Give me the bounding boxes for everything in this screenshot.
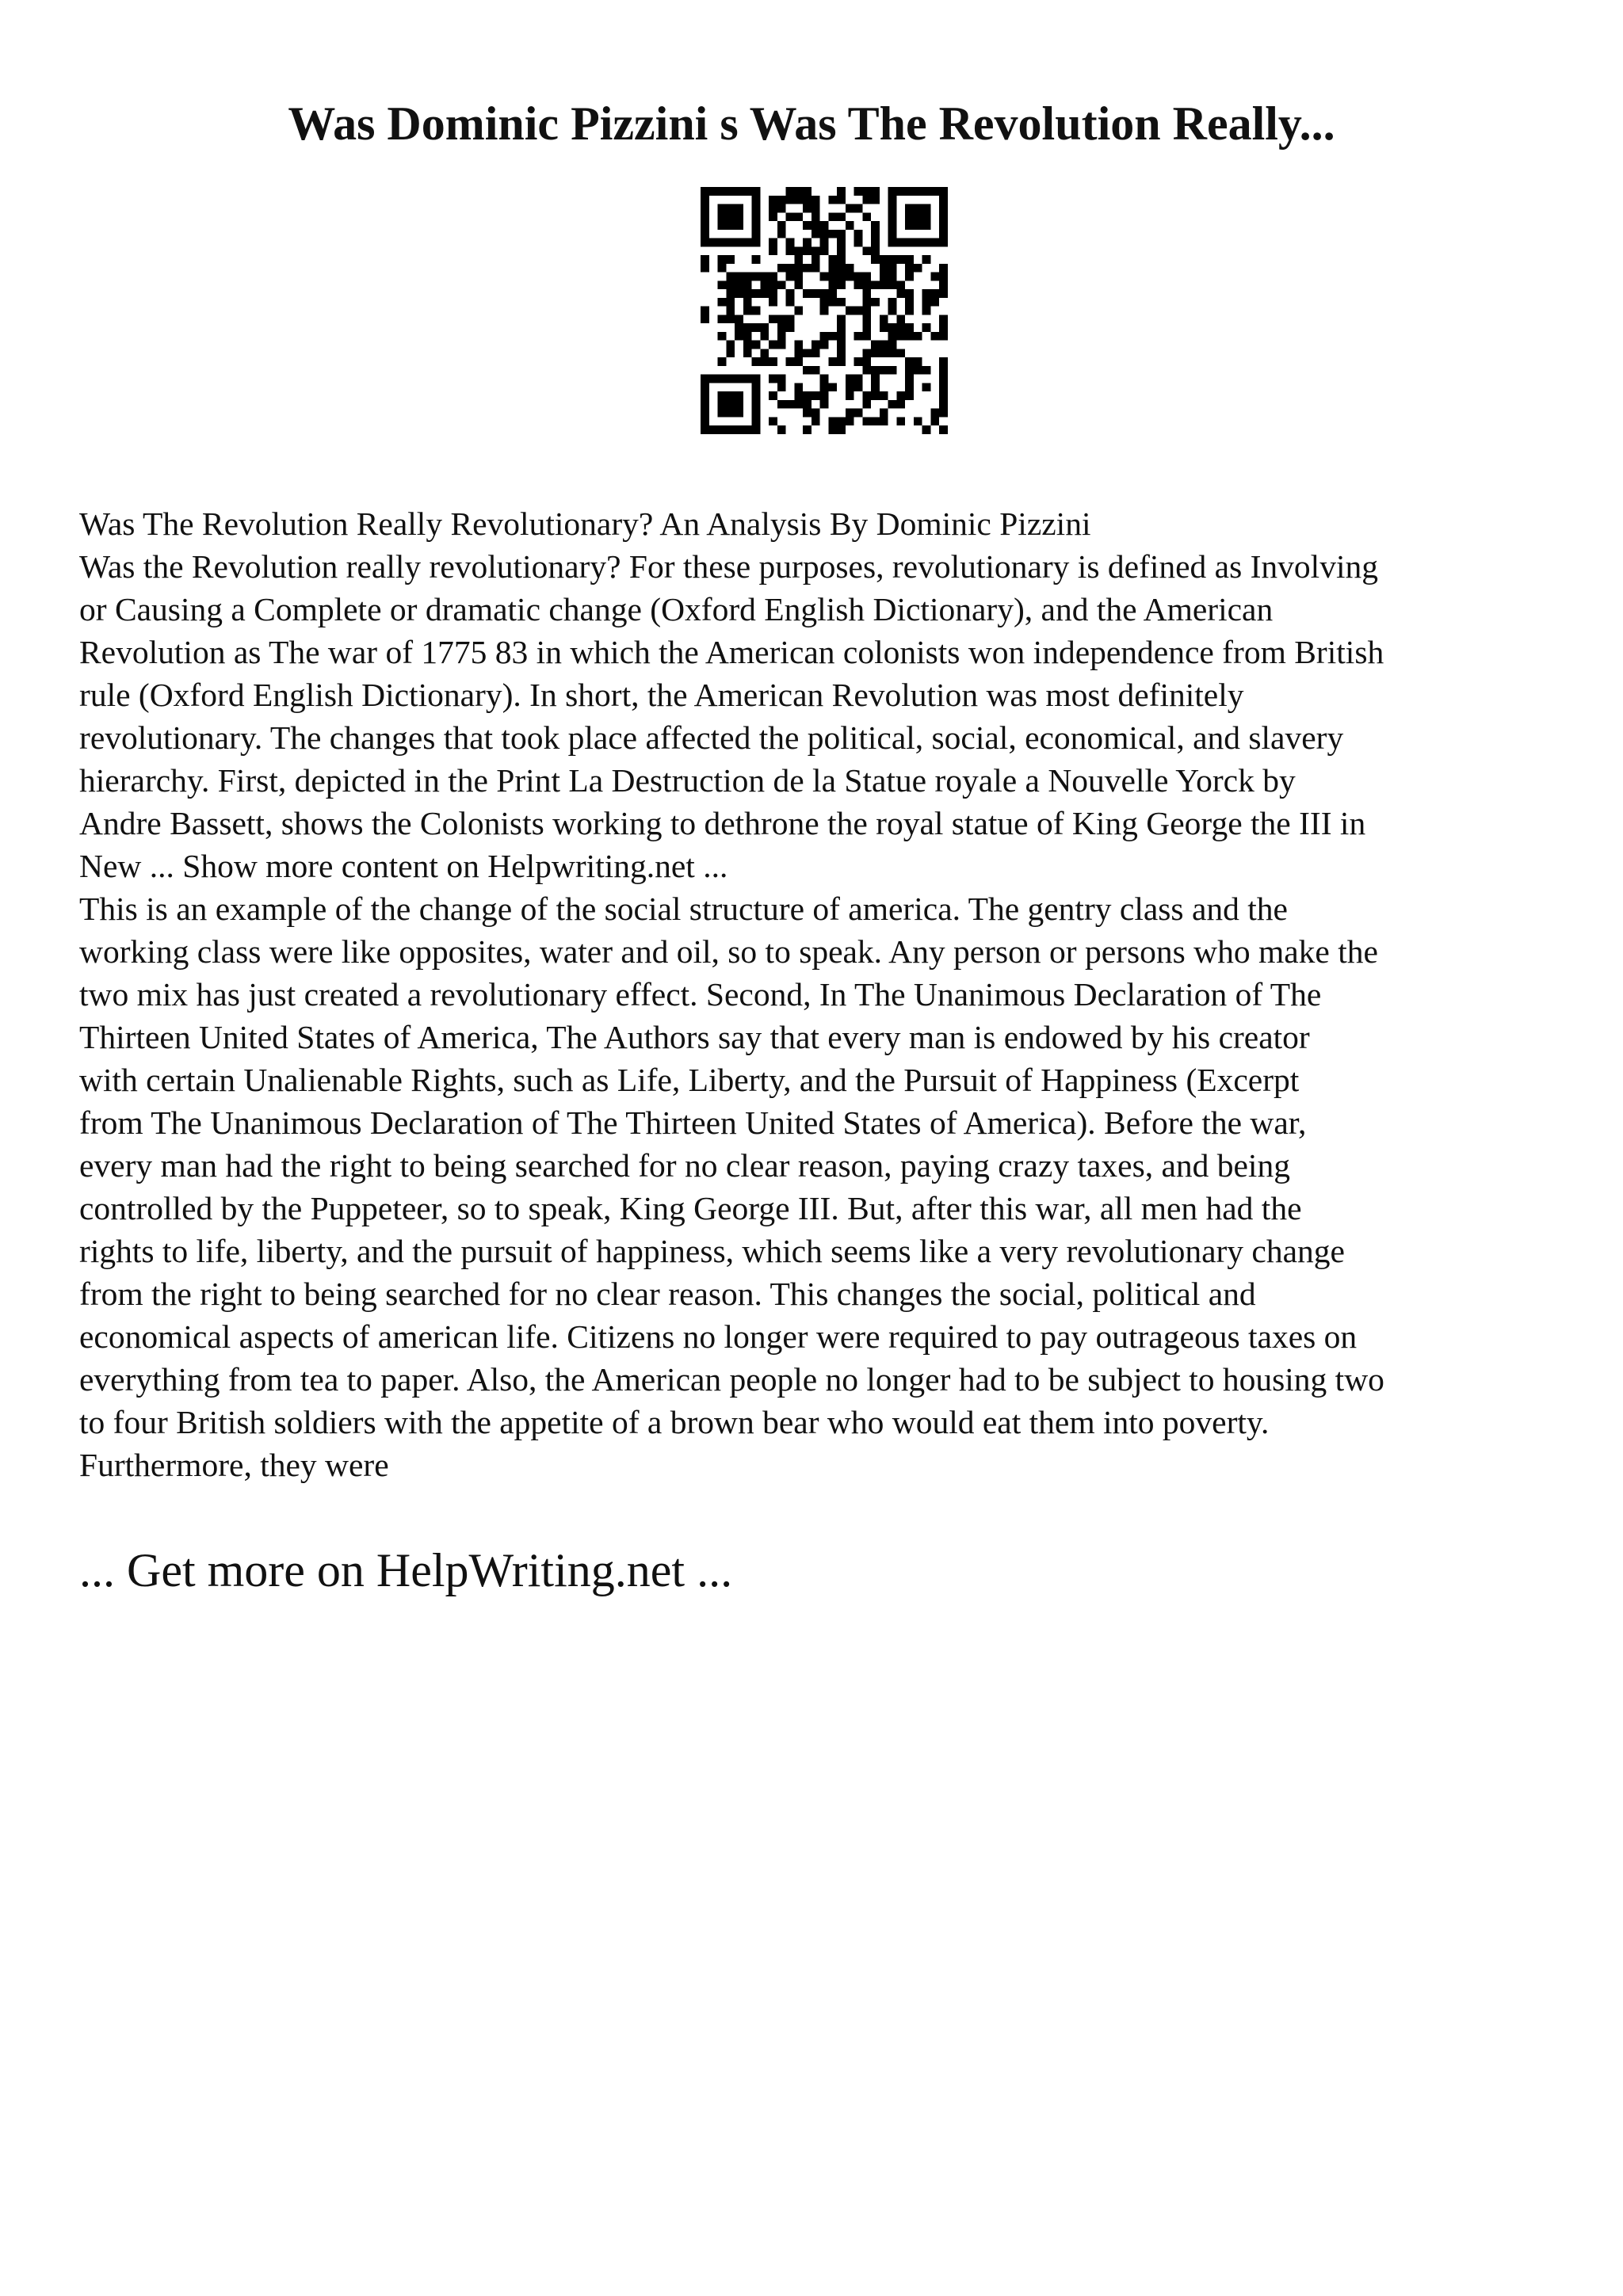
get-more-link[interactable]: ... Get more on HelpWriting.net ... bbox=[79, 1544, 733, 1596]
paragraph-1-line: Revolution as The war of 1775 83 in which the American colonists won independence from British bbox=[79, 634, 1384, 670]
paragraph-2-line: from The Unanimous Declaration of The Thirteen United States of America). Before the war, bbox=[79, 1104, 1307, 1141]
paragraph-1-line: rule (Oxford English Dictionary). In short, the American Revolution was most definitely bbox=[79, 677, 1244, 713]
paragraph-2-line: with certain Unalienable Rights, such as Life, Liberty, and the Pursuit of Happiness (Excerpt bbox=[79, 1062, 1300, 1098]
paragraph-1 bbox=[79, 545, 1553, 887]
paragraph-1-line: Was the Revolution really revolutionary? For these purposes, revolutionary is defined as Involving bbox=[79, 548, 1378, 585]
heading-line: Was The Revolution Really Revolutionary? An Analysis By Dominic Pizzini bbox=[79, 505, 1091, 542]
paragraph-2-line: everything from tea to paper. Also, the American people no longer had to be subject to housing two bbox=[79, 1361, 1384, 1398]
paragraph-2-line: two mix has just created a revolutionary effect. Second, In The Unanimous Declaration of The bbox=[79, 976, 1322, 1013]
paragraph-2 bbox=[79, 887, 1553, 1486]
paragraph-1-line: or Causing a Complete or dramatic change (Oxford English Dictionary), and the American bbox=[79, 591, 1274, 627]
paragraph-1-line: hierarchy. First, depicted in the Print La Destruction de la Statue royale a Nouvelle Yorck by bbox=[79, 762, 1296, 799]
paragraph-1-line: Andre Bassett, shows the Colonists working to dethrone the royal statue of King George the III in bbox=[79, 805, 1366, 841]
paragraph-2-line: working class were like opposites, water and oil, so to speak. Any person or persons who make the bbox=[79, 933, 1378, 970]
show-more-link[interactable]: New ... Show more content on Helpwriting.net ... bbox=[79, 848, 728, 884]
paragraph-2-line: Furthermore, they were bbox=[79, 1447, 389, 1483]
page-title: Was Dominic Pizzini s Was The Revolution Really... bbox=[288, 97, 1335, 150]
document-heading bbox=[79, 502, 1553, 545]
paragraph-2-line: from the right to being searched for no clear reason. This changes the social, political and bbox=[79, 1276, 1256, 1312]
paragraph-2-line: This is an example of the change of the social structure of america. The gentry class and the bbox=[79, 891, 1288, 927]
paragraph-2-line: every man had the right to being searched for no clear reason, paying crazy taxes, and being bbox=[79, 1147, 1290, 1184]
paragraph-2-line: controlled by the Puppeteer, so to speak, King George III. But, after this war, all men had the bbox=[79, 1190, 1302, 1226]
document-body bbox=[79, 502, 1553, 1486]
paragraph-2-line: to four British soldiers with the appetite of a brown bear who would eat them into poverty. bbox=[79, 1404, 1270, 1440]
paragraph-2-line: Thirteen United States of America, The Authors say that every man is endowed by his creator bbox=[79, 1019, 1310, 1055]
paragraph-1-line: revolutionary. The changes that took place affected the political, social, economical, and slavery bbox=[79, 719, 1344, 756]
qr-code-icon[interactable] bbox=[701, 187, 948, 434]
paragraph-2-line: rights to life, liberty, and the pursuit of happiness, which seems like a very revolutionary change bbox=[79, 1233, 1345, 1269]
paragraph-2-line: economical aspects of american life. Citizens no longer were required to pay outrageous taxes on bbox=[79, 1318, 1358, 1355]
